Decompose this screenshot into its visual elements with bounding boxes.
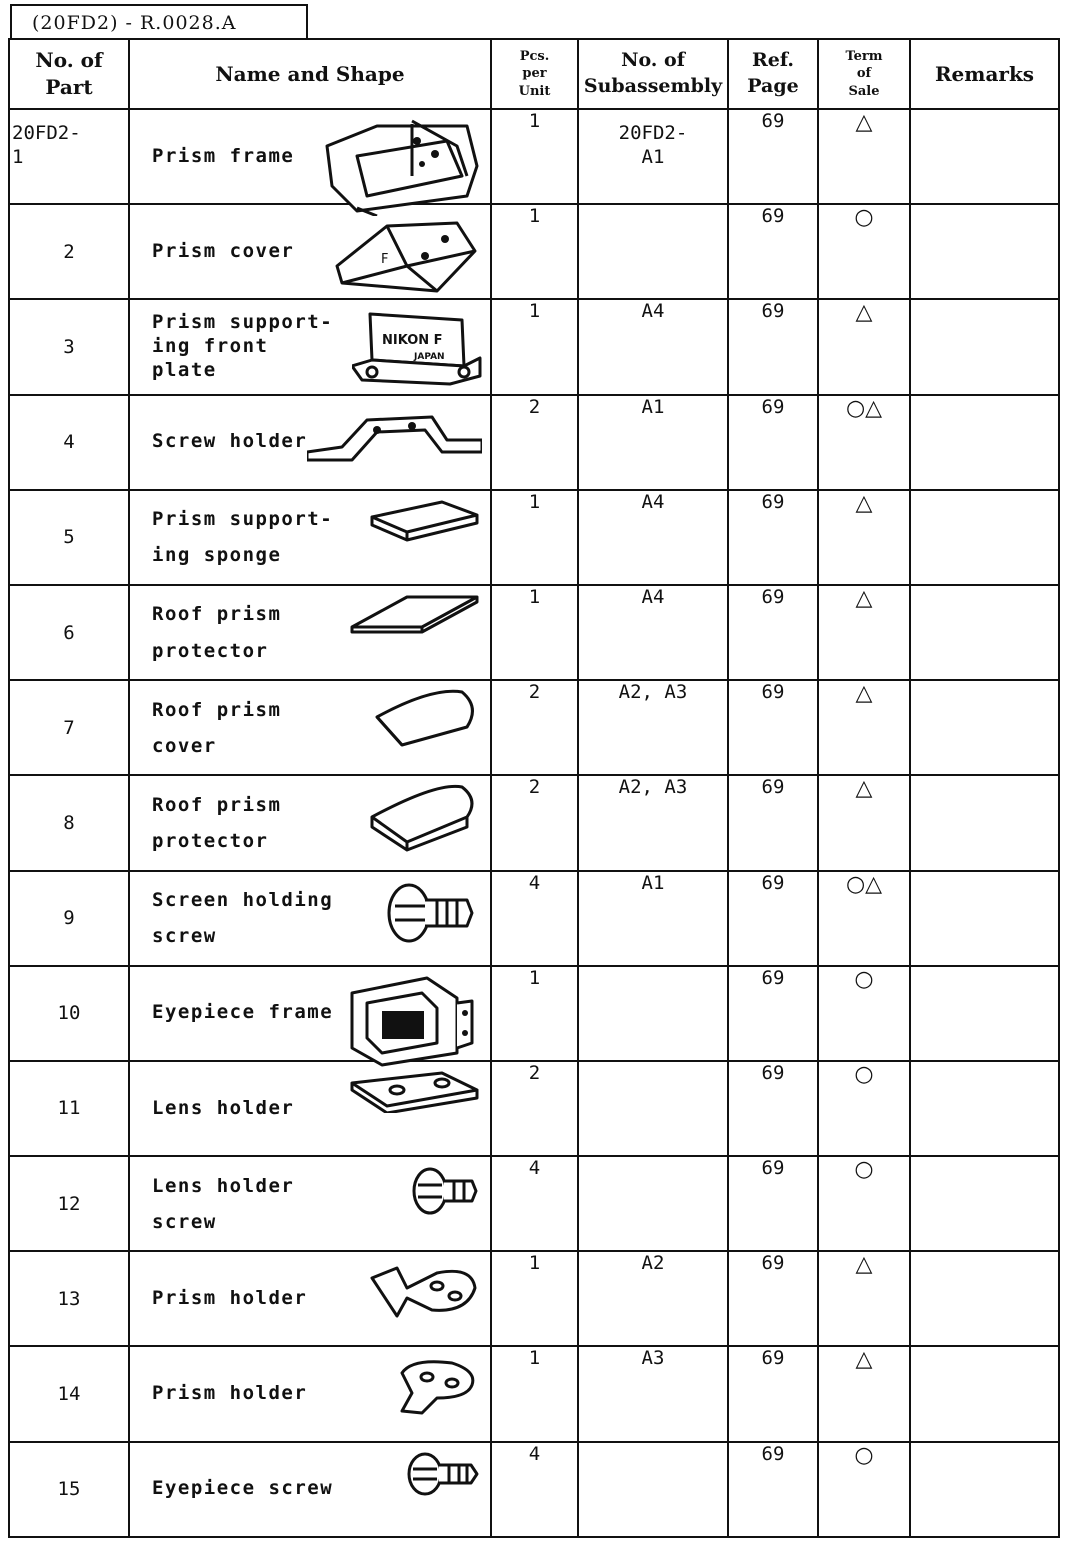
parts-table (8, 38, 1060, 1538)
pcs-per-unit-value: 1 (528, 490, 541, 513)
term-of-sale-value: ○ (854, 966, 874, 992)
subassembly-cell (578, 680, 728, 775)
pcs-per-unit-cell (491, 395, 578, 490)
pcs-per-unit-value: 4 (528, 1157, 541, 1180)
remarks-cell (910, 204, 1059, 299)
ref-page-value: 69 (761, 681, 785, 704)
part-name: Eyepiece frame (152, 1001, 334, 1024)
part-name: Prism holder (152, 1286, 308, 1309)
subassembly-value: A1 (641, 871, 665, 894)
pcs-per-unit-cell (491, 1442, 578, 1537)
part-name: Prism support- ing sponge (152, 508, 334, 567)
subassembly-cell (578, 1156, 728, 1251)
pcs-per-unit-cell (491, 871, 578, 966)
subassembly-value: A2, A3 (618, 776, 688, 799)
part-number-cell (9, 775, 129, 870)
subassembly-value: A2, A3 (618, 681, 688, 704)
ref-page-value: 69 (761, 490, 785, 513)
part-name: Eyepiece screw (152, 1477, 334, 1500)
subassembly-cell (578, 395, 728, 490)
ref-page-cell (728, 871, 818, 966)
pcs-per-unit-value: 2 (528, 776, 541, 799)
ref-page-value: 69 (761, 110, 785, 132)
subassembly-value: A2 (641, 1252, 665, 1275)
table-row (9, 1061, 1059, 1156)
pcs-per-unit-value: 1 (528, 585, 541, 608)
header-no-of-subassembly-label: No. of Subassembly (583, 49, 723, 97)
ref-page-cell (728, 395, 818, 490)
part-name: Lens holder (152, 1096, 295, 1119)
term-of-sale-cell (818, 204, 910, 299)
name-and-shape-cell (129, 109, 491, 204)
term-of-sale-value: △ (855, 300, 873, 326)
part-number-cell (9, 109, 129, 204)
remarks-cell (910, 1061, 1059, 1156)
part-number-cell (9, 204, 129, 299)
pcs-per-unit-value: 1 (528, 300, 541, 323)
ref-page-value: 69 (761, 300, 785, 323)
part-number-value: 3 (63, 335, 75, 358)
ref-page-value: 69 (761, 1252, 785, 1275)
table-row (9, 775, 1059, 870)
name-and-shape-cell (129, 299, 491, 394)
part-number-value: 5 (63, 526, 75, 549)
svg-text:F: F (381, 252, 389, 268)
subassembly-cell (578, 1251, 728, 1346)
part-number-cell (9, 966, 129, 1061)
table-row (9, 1251, 1059, 1346)
part-number-cell (9, 680, 129, 775)
subassembly-value: A1 (641, 395, 665, 418)
term-of-sale-value: △ (855, 490, 873, 516)
subassembly-value: A4 (641, 585, 665, 608)
term-of-sale-cell (818, 490, 910, 585)
table-row (9, 871, 1059, 966)
term-of-sale-value: ○ (854, 205, 874, 231)
part-name: Roof prism protector (152, 603, 282, 662)
part-number-cell (9, 490, 129, 585)
name-and-shape-cell (129, 1156, 491, 1251)
header-pcs-per-unit (491, 39, 578, 109)
term-of-sale-cell (818, 299, 910, 394)
part-number-value: 14 (57, 1383, 81, 1406)
part-name: Prism frame (152, 144, 295, 167)
pcs-per-unit-value: 1 (528, 1347, 541, 1370)
subassembly-cell (578, 109, 728, 204)
part-number-cell (9, 585, 129, 680)
ref-page-value: 69 (761, 205, 785, 228)
pcs-per-unit-cell (491, 680, 578, 775)
term-of-sale-cell (818, 1346, 910, 1441)
term-of-sale-cell (818, 1156, 910, 1251)
name-and-shape-cell (129, 1061, 491, 1156)
ref-page-value: 69 (761, 966, 785, 989)
term-of-sale-value: ○△ (845, 871, 883, 897)
term-of-sale-value: △ (855, 585, 873, 611)
subassembly-cell (578, 775, 728, 870)
ref-page-value: 69 (761, 1347, 785, 1370)
term-of-sale-value: ○△ (845, 395, 883, 421)
pcs-per-unit-cell (491, 1061, 578, 1156)
part-number-value: 7 (63, 716, 75, 739)
subassembly-cell (578, 204, 728, 299)
pcs-per-unit-cell (491, 1346, 578, 1441)
ref-page-cell (728, 585, 818, 680)
remarks-cell (910, 1442, 1059, 1537)
part-number-cell (9, 1346, 129, 1441)
pcs-per-unit-value: 2 (528, 395, 541, 418)
term-of-sale-value: △ (855, 681, 873, 707)
part-number-value: 11 (57, 1097, 81, 1120)
pcs-per-unit-value: 4 (528, 1442, 541, 1465)
ref-page-cell (728, 299, 818, 394)
pcs-per-unit-cell (491, 1251, 578, 1346)
term-of-sale-value: ○ (854, 1442, 874, 1468)
ref-page-cell (728, 1346, 818, 1441)
pcs-per-unit-cell (491, 966, 578, 1061)
subassembly-cell (578, 1442, 728, 1537)
ref-page-cell (728, 204, 818, 299)
name-and-shape-cell (129, 585, 491, 680)
part-number-value: 4 (63, 431, 75, 454)
header-no-of-part-label: No. of Part (35, 48, 103, 99)
table-row (9, 109, 1059, 204)
remarks-cell (910, 585, 1059, 680)
ref-page-cell (728, 490, 818, 585)
part-name: Lens holder screw (152, 1174, 295, 1233)
pcs-per-unit-value: 4 (528, 871, 541, 894)
table-row (9, 1156, 1059, 1251)
name-and-shape-cell (129, 204, 491, 299)
table-row (9, 1346, 1059, 1441)
term-of-sale-value: ○ (854, 1157, 874, 1183)
term-of-sale-cell (818, 871, 910, 966)
part-number-cell (9, 1442, 129, 1537)
term-of-sale-value: △ (855, 776, 873, 802)
term-of-sale-cell (818, 1442, 910, 1537)
part-number-value: 6 (63, 621, 75, 644)
ref-page-cell (728, 1251, 818, 1346)
header-term-of-sale (818, 39, 910, 109)
part-number-value: 20FD2- 1 (12, 122, 81, 168)
pcs-per-unit-cell (491, 585, 578, 680)
ref-page-value: 69 (761, 871, 785, 894)
subassembly-value: A3 (641, 1347, 665, 1370)
ref-page-cell (728, 109, 818, 204)
ref-page-value: 69 (761, 1157, 785, 1180)
pcs-per-unit-value: 1 (528, 1252, 541, 1275)
pcs-per-unit-value: 2 (528, 681, 541, 704)
pcs-per-unit-cell (491, 490, 578, 585)
name-and-shape-cell (129, 966, 491, 1061)
table-row (9, 490, 1059, 585)
name-and-shape-cell (129, 871, 491, 966)
header-ref-page-label: Ref. Page (747, 49, 799, 97)
part-name: Prism cover (152, 239, 295, 262)
remarks-cell (910, 966, 1059, 1061)
table-row (9, 204, 1059, 299)
name-and-shape-cell (129, 1251, 491, 1346)
pcs-per-unit-value: 1 (528, 110, 541, 132)
term-of-sale-cell (818, 585, 910, 680)
part-number-value: 8 (63, 811, 75, 834)
remarks-cell (910, 1156, 1059, 1251)
pcs-per-unit-cell (491, 299, 578, 394)
header-no-of-subassembly (578, 39, 728, 109)
remarks-cell (910, 1346, 1059, 1441)
part-number-cell (9, 299, 129, 394)
header-remarks: Remarks (910, 39, 1059, 109)
name-and-shape-cell (129, 775, 491, 870)
plate-text-2: JAPAN (414, 352, 445, 363)
remarks-cell (910, 775, 1059, 870)
table-row (9, 966, 1059, 1061)
ref-page-cell (728, 1156, 818, 1251)
ref-page-value: 69 (761, 395, 785, 418)
term-of-sale-value: △ (855, 1347, 873, 1373)
term-of-sale-cell (818, 1061, 910, 1156)
part-number-value: 15 (57, 1478, 81, 1501)
ref-page-value: 69 (761, 585, 785, 608)
remarks-cell (910, 299, 1059, 394)
term-of-sale-value: ○ (854, 1061, 874, 1087)
header-pcs-per-unit-label: Pcs. per Unit (518, 48, 551, 99)
subassembly-value: A4 (641, 490, 665, 513)
part-name: Prism support- ing front plate (152, 311, 334, 381)
pcs-per-unit-cell (491, 775, 578, 870)
subassembly-cell (578, 490, 728, 585)
remarks-cell (910, 109, 1059, 204)
name-and-shape-cell (129, 490, 491, 585)
ref-page-value: 69 (761, 776, 785, 799)
subassembly-cell (578, 871, 728, 966)
part-number-value: 2 (63, 240, 75, 263)
remarks-cell (910, 490, 1059, 585)
ref-page-cell (728, 680, 818, 775)
name-and-shape-cell (129, 1346, 491, 1441)
ref-page-cell (728, 1061, 818, 1156)
part-name: Screw holder (152, 430, 308, 453)
table-row (9, 680, 1059, 775)
remarks-cell (910, 871, 1059, 966)
name-and-shape-cell (129, 395, 491, 490)
subassembly-cell (578, 966, 728, 1061)
header-term-of-sale-label: Term of Sale (845, 48, 883, 99)
pcs-per-unit-value: 2 (528, 1061, 541, 1084)
document-code: (20FD2) - R.0028.A (10, 4, 308, 38)
part-number-value: 13 (57, 1287, 81, 1310)
ref-page-cell (728, 1442, 818, 1537)
pcs-per-unit-cell (491, 109, 578, 204)
pcs-per-unit-value: 1 (528, 205, 541, 228)
subassembly-cell (578, 1061, 728, 1156)
part-number-cell (9, 1156, 129, 1251)
ref-page-cell (728, 775, 818, 870)
name-and-shape-cell (129, 1442, 491, 1537)
table-row (9, 585, 1059, 680)
term-of-sale-cell (818, 966, 910, 1061)
part-name: Roof prism protector (152, 793, 282, 852)
subassembly-cell (578, 585, 728, 680)
plate-text: NIKON F (382, 333, 443, 349)
part-number-cell (9, 1061, 129, 1156)
part-name: Screen holding screw (152, 889, 334, 948)
pcs-per-unit-cell (491, 1156, 578, 1251)
table-row (9, 299, 1059, 394)
pcs-per-unit-value: 1 (528, 966, 541, 989)
term-of-sale-value: △ (855, 110, 873, 135)
term-of-sale-cell (818, 395, 910, 490)
header-name-and-shape: Name and Shape (129, 39, 491, 109)
term-of-sale-cell (818, 109, 910, 204)
part-number-cell (9, 871, 129, 966)
table-row (9, 395, 1059, 490)
part-number-value: 9 (63, 907, 75, 930)
table-row (9, 1442, 1059, 1537)
ref-page-cell (728, 966, 818, 1061)
term-of-sale-cell (818, 680, 910, 775)
subassembly-cell (578, 299, 728, 394)
name-and-shape-cell (129, 680, 491, 775)
term-of-sale-cell (818, 1251, 910, 1346)
part-number-cell (9, 1251, 129, 1346)
term-of-sale-value: △ (855, 1252, 873, 1278)
remarks-cell (910, 680, 1059, 775)
subassembly-value: 20FD2- A1 (618, 122, 688, 168)
ref-page-value: 69 (761, 1061, 785, 1084)
header-ref-page (728, 39, 818, 109)
remarks-cell (910, 395, 1059, 490)
header-row (9, 39, 1059, 109)
remarks-cell (910, 1251, 1059, 1346)
part-name: Prism holder (152, 1382, 308, 1405)
part-name: Roof prism cover (152, 698, 282, 757)
part-number-cell (9, 395, 129, 490)
pcs-per-unit-cell (491, 204, 578, 299)
part-number-value: 10 (57, 1002, 81, 1025)
subassembly-value: A4 (641, 300, 665, 323)
ref-page-value: 69 (761, 1442, 785, 1465)
part-number-value: 12 (57, 1192, 81, 1215)
header-no-of-part (9, 39, 129, 109)
term-of-sale-cell (818, 775, 910, 870)
subassembly-cell (578, 1346, 728, 1441)
